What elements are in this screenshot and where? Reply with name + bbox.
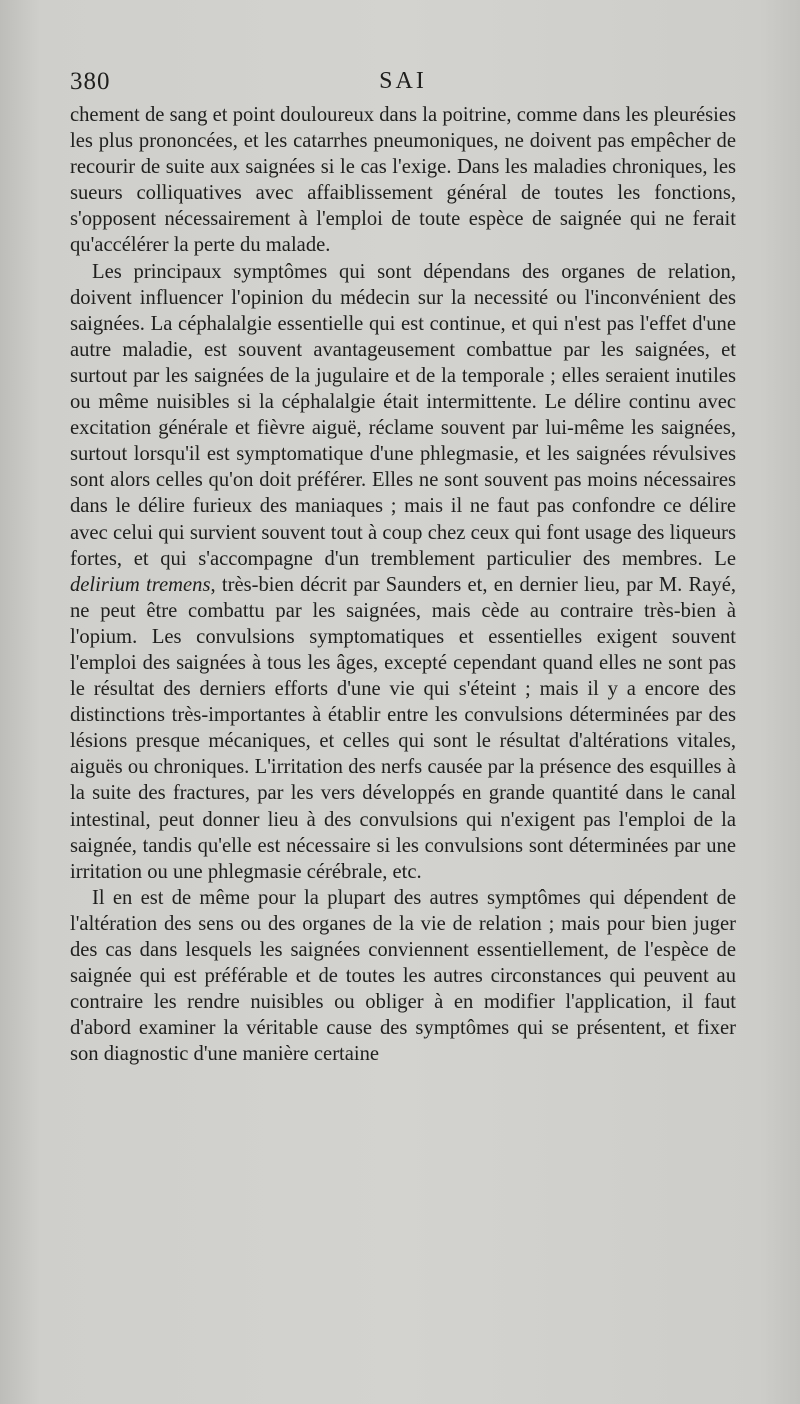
running-head: SAI [379, 68, 427, 94]
paragraph-text-after-italic: , très-bien décrit par Saunders et, en dernier lieu, par M. Rayé, ne peut être combattu par les saignées, mais cède au contraire très-bien à l'opium. Les convulsions symptomatiques et essentielles exigent souvent l'emploi des saignées à tous les âges, excepté cependant quand elles ne sont pas le résultat des derniers efforts d'une vie qui s'éteint ; mais il y a encore des distinctions très-importantes à établir entre les convulsions déterminées par des lésions presque mécaniques, et celles qui sont le résultat d'altérations vitales, aiguës ou chroniques. L'irritation des nerfs causée par la présence des esquilles à la suite des fractures, par les vers développés en grande quantité dans le canal intestinal, peut donner lieu à des convulsions qui n'exigent pas l'emploi de la saignée, tandis qu'elle est nécessaire si les convulsions sont déterminées par une irritation ou une phlegmasie cérébrale, etc. [70, 573, 736, 883]
paragraph-symptoms [70, 259, 736, 885]
italic-term: delirium tremens [70, 573, 211, 596]
body-text [70, 102, 736, 1067]
paragraph-other-symptoms: Il en est de même pour la plupart des autres symptômes qui dépendent de l'altération des sens ou des organes de la vie de relation ; mais pour bien juger des cas dans lesquels les saignées conviennent essentiellement, de l'espèce de saignée qui est préférable et de toutes les autres circonstances qui peuvent au contraire les rendre nuisibles ou obliger à en modifier l'application, il faut d'abord examiner la véritable cause des symptômes qui se présentent, et fixer son diagnostic d'une manière certaine [70, 886, 736, 1066]
page-header [70, 68, 736, 102]
paragraph-continuation: chement de sang et point douloureux dans la poitrine, comme dans les pleurésies les plus prononcées, et les catarrhes pneumoniques, ne doivent pas empêcher de recourir de suite aux saignées si le cas l'exige. Dans les maladies chroniques, les sueurs colliquatives avec affaiblissement général de toutes les fonctions, s'opposent nécessairement à l'emploi de toute espèce de saignée qui ne ferait qu'accélérer la perte du malade. [70, 104, 736, 257]
paragraph-text-before-italic: Les principaux symptômes qui sont dépendans des organes de relation, doivent influencer l'opinion du médecin sur la necessité ou l'inconvénient des saignées. La céphalalgie essentielle qui est continue, et qui n'est pas l'effet d'une autre maladie, est souvent avantageusement combattue par les saignées, et surtout par les saignées de la jugulaire et de la temporale ; elles seraient inutiles ou même nuisibles si la céphalalgie était intermittente. Le délire continu avec excitation générale et fièvre aiguë, réclame souvent par lui-même les saignées, surtout lorsqu'il est symptomatique d'une phlegmasie, et les saignées révulsives sont alors celles qu'on doit préférer. Elles ne sont souvent pas moins nécessaires dans le délire furieux des maniaques ; mais il ne faut pas confondre ce délire avec celui qui survient souvent tout à coup chez ceux qui font usage des liqueurs fortes, et qui s'accompagne d'un tremblement particulier des membres. Le [70, 260, 736, 570]
page-number: 380 [70, 68, 111, 95]
